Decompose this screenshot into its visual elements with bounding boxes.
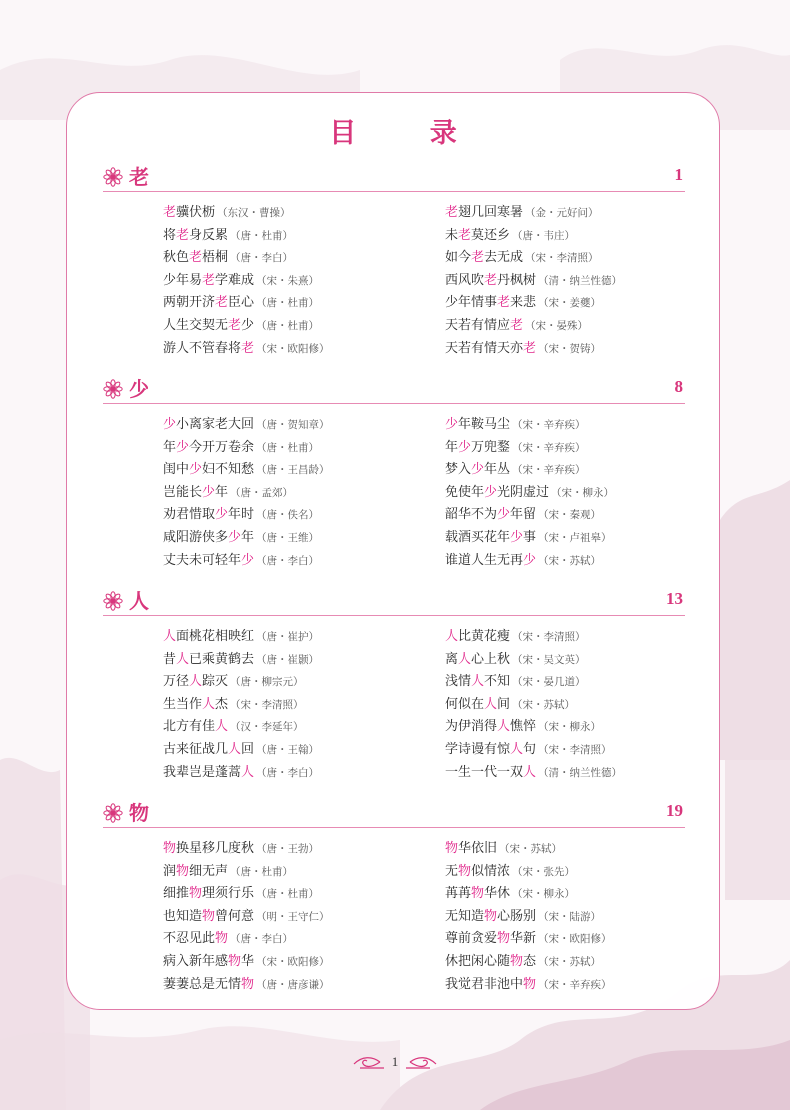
toc-entry[interactable]	[445, 437, 614, 460]
toc-entry[interactable]	[445, 504, 614, 527]
highlight-char: 人	[497, 719, 511, 735]
entry-text: 细推	[163, 886, 190, 902]
toc-entry[interactable]	[445, 338, 622, 361]
entry-column-right	[445, 626, 622, 784]
entry-source: （宋・朱熹）	[256, 274, 320, 287]
entry-text: 换星移几度秋	[176, 841, 255, 856]
entry-text: 少年易	[163, 272, 203, 288]
entry-text: 曾何意	[215, 908, 255, 924]
entry-text: 秋色	[163, 250, 190, 266]
entry-text: 骥伏枥	[176, 205, 216, 220]
entry-source: （唐・李白）	[256, 554, 320, 567]
entry-text: 细无声	[189, 863, 229, 879]
section-title: 少	[129, 377, 149, 401]
page-number: 1	[391, 1054, 399, 1069]
toc-entry[interactable]	[163, 649, 319, 672]
highlight-char: 物	[445, 841, 459, 856]
highlight-char: 老	[510, 317, 524, 333]
entry-source: （唐・唐彦谦）	[256, 978, 330, 991]
entry-text: 年	[163, 439, 177, 455]
entry-source: （宋・欧阳修）	[538, 933, 612, 946]
entry-text: 学诗谩有惊	[445, 741, 511, 757]
highlight-char: 少	[189, 462, 203, 478]
entry-text: 谁道人生无再	[445, 552, 524, 568]
entry-source: （明・王守仁）	[256, 910, 330, 923]
toc-entry[interactable]	[163, 338, 330, 361]
toc-entry[interactable]	[163, 883, 330, 906]
section-title: 老	[129, 165, 149, 189]
section-header[interactable]	[103, 375, 685, 404]
entry-column-right	[445, 838, 612, 996]
toc-entry[interactable]	[163, 482, 330, 505]
entry-text: 臣心	[228, 295, 255, 311]
highlight-char: 人	[458, 651, 472, 667]
entry-text: 游人不管春将	[163, 340, 242, 356]
highlight-char: 少	[510, 529, 524, 545]
highlight-char: 少	[523, 552, 537, 568]
toc-entry[interactable]	[163, 739, 319, 762]
entry-text: 学难成	[215, 272, 255, 288]
highlight-char: 物	[510, 953, 524, 969]
highlight-char: 物	[241, 976, 255, 992]
toc-entry[interactable]	[163, 694, 319, 717]
entry-text: 翅几回寒暑	[458, 205, 524, 220]
toc-entry[interactable]	[445, 527, 614, 550]
entry-text: 闺中	[163, 462, 190, 478]
entry-source: （宋・苏轼）	[499, 843, 563, 855]
toc-entry[interactable]	[445, 974, 612, 997]
toc-entry[interactable]	[445, 762, 622, 785]
highlight-char: 少	[228, 529, 242, 545]
highlight-char: 物	[215, 931, 229, 947]
highlight-char: 人	[510, 741, 524, 757]
entry-source: （汉・李延年）	[230, 721, 304, 734]
toc-entry[interactable]	[445, 414, 614, 437]
highlight-char: 少	[458, 439, 472, 455]
entry-text: 憔悴	[510, 719, 537, 735]
toc-entry[interactable]	[163, 315, 330, 338]
highlight-char: 人	[215, 719, 229, 735]
toc-entry[interactable]	[163, 504, 330, 527]
highlight-char: 少	[176, 439, 190, 455]
toc-entry[interactable]	[163, 270, 330, 293]
toc-entry[interactable]	[163, 838, 330, 861]
entry-source: （唐・杜甫）	[230, 229, 294, 242]
highlight-char: 老	[484, 272, 498, 288]
entry-source: （宋・姜夔）	[538, 297, 602, 310]
entry-text: 北方有佳	[163, 719, 216, 735]
entry-source: （东汉・曹操）	[217, 207, 291, 219]
entry-source: （宋・卢祖皋）	[538, 531, 612, 544]
entry-text: 句	[523, 741, 537, 757]
entry-text: 心肠别	[497, 908, 537, 924]
highlight-char: 老	[215, 295, 229, 311]
entry-text: 来悲	[510, 295, 537, 311]
entry-text: 比黄花瘦	[458, 629, 511, 644]
toc-entry[interactable]	[163, 225, 330, 248]
toc-entry[interactable]	[445, 906, 612, 929]
entry-text: 华新	[510, 931, 537, 947]
toc-entry[interactable]	[445, 626, 622, 649]
highlight-char: 物	[484, 908, 498, 924]
highlight-char: 人	[471, 674, 485, 690]
entry-source: （唐・韦庄）	[512, 229, 576, 242]
entry-text: 梧桐	[202, 250, 229, 266]
toc-entry[interactable]	[163, 671, 319, 694]
entry-source: （宋・李清照）	[230, 698, 304, 711]
entry-source: （唐・杜甫）	[256, 297, 320, 310]
entry-source: （唐・王昌龄）	[256, 464, 330, 477]
toc-entry[interactable]	[445, 861, 612, 884]
highlight-char: 人	[176, 651, 190, 667]
entry-text: 为伊消得	[445, 719, 498, 735]
highlight-char: 少	[484, 484, 498, 500]
entry-text: 小离家老大回	[176, 417, 255, 432]
highlight-char: 物	[228, 953, 242, 969]
entry-text: 萋萋总是无情	[163, 976, 242, 992]
entry-text: 似情浓	[471, 863, 511, 879]
entry-text: 不知	[484, 674, 511, 690]
toc-entry[interactable]	[163, 202, 330, 225]
entry-source: （唐・佚名）	[256, 509, 320, 522]
entry-source: （宋・欧阳修）	[256, 955, 330, 968]
entry-text: 华	[241, 953, 255, 969]
toc-entry[interactable]	[163, 247, 330, 270]
entry-text: 态	[523, 953, 537, 969]
highlight-char: 人	[484, 696, 498, 712]
entry-text: 西风吹	[445, 272, 485, 288]
entry-text: 生当作	[163, 696, 203, 712]
entry-text: 年	[215, 484, 229, 500]
toc-entry[interactable]	[163, 906, 330, 929]
entry-source: （唐・柳宗元）	[230, 676, 304, 689]
highlight-char: 物	[189, 886, 203, 902]
highlight-char: 人	[189, 674, 203, 690]
toc-entry[interactable]	[445, 459, 614, 482]
entry-source: （宋・李清照）	[525, 252, 599, 265]
highlight-char: 人	[241, 764, 255, 780]
toc-entry[interactable]	[445, 649, 622, 672]
entry-source: （宋・秦观）	[538, 509, 602, 522]
entry-text: 载酒买花年	[445, 529, 511, 545]
toc-entry[interactable]	[163, 928, 330, 951]
section-page-number: 1	[674, 165, 683, 184]
highlight-char: 人	[445, 629, 459, 644]
entry-source: （唐・李白）	[230, 252, 294, 265]
entry-source: （宋・吴文英）	[512, 653, 586, 666]
highlight-char: 老	[163, 205, 177, 220]
toc-section	[103, 163, 685, 362]
highlight-char: 老	[523, 340, 537, 356]
highlight-char: 老	[458, 227, 472, 243]
entry-column-left	[163, 202, 330, 360]
entry-source: （宋・苏轼）	[538, 554, 602, 567]
highlight-char: 物	[202, 908, 216, 924]
highlight-char: 老	[241, 340, 255, 356]
entry-column-right	[445, 202, 622, 360]
section-header[interactable]	[103, 163, 685, 192]
highlight-char: 少	[445, 417, 459, 432]
entry-text: 踪灭	[202, 674, 229, 690]
entry-source: （宋・陆游）	[538, 910, 602, 923]
entry-text: 妇不知愁	[202, 462, 255, 478]
toc-entry[interactable]	[163, 527, 330, 550]
table-of-contents-card	[66, 92, 720, 1010]
page-footer	[350, 1050, 440, 1074]
entry-text: 理须行乐	[202, 886, 255, 902]
entry-text: 年时	[228, 507, 255, 523]
entry-text: 杰	[215, 696, 229, 712]
flower-icon	[103, 167, 123, 187]
entry-text: 何似在	[445, 696, 485, 712]
highlight-char: 老	[471, 250, 485, 266]
toc-entry[interactable]	[445, 202, 622, 225]
toc-entry[interactable]	[163, 414, 330, 437]
toc-entry[interactable]	[163, 437, 330, 460]
highlight-char: 老	[189, 250, 203, 266]
entry-text: 少	[241, 317, 255, 333]
entry-source: （宋・柳永）	[551, 486, 615, 499]
highlight-char: 老	[497, 295, 511, 311]
highlight-char: 人	[523, 764, 537, 780]
highlight-char: 少	[497, 507, 511, 523]
entry-source: （宋・张先）	[512, 865, 576, 878]
toc-entry[interactable]	[163, 861, 330, 884]
entry-source: （宋・李清照）	[512, 631, 586, 643]
toc-entry[interactable]	[445, 315, 622, 338]
toc-entry[interactable]	[445, 292, 622, 315]
highlight-char: 少	[202, 484, 216, 500]
entry-source: （唐・崔护）	[256, 631, 320, 643]
highlight-char: 物	[523, 976, 537, 992]
highlight-char: 物	[163, 841, 177, 856]
highlight-char: 物	[458, 863, 472, 879]
entry-text: 古来征战几	[163, 741, 229, 757]
entry-text: 劝君惜取	[163, 507, 216, 523]
entry-text: 休把闲心随	[445, 953, 511, 969]
toc-section	[103, 799, 685, 998]
entry-text: 今开万卷余	[189, 439, 255, 455]
toc-entry[interactable]	[445, 694, 622, 717]
toc-entry[interactable]	[163, 762, 319, 785]
flower-icon	[103, 379, 123, 399]
entry-text: 一生一代一双	[445, 764, 524, 780]
entry-source: （唐・杜甫）	[256, 441, 320, 454]
entry-text: 面桃花相映红	[176, 629, 255, 644]
entry-text: 莫还乡	[471, 227, 511, 243]
entry-source: （宋・李清照）	[538, 743, 612, 756]
toc-entry[interactable]	[163, 974, 330, 997]
entry-text: 离	[445, 651, 459, 667]
highlight-char: 老	[176, 227, 190, 243]
entry-text: 间	[497, 696, 511, 712]
entry-text: 天若有情应	[445, 317, 511, 333]
entry-text: 尊前贪爱	[445, 931, 498, 947]
highlight-char: 少	[215, 507, 229, 523]
entry-text: 年鞍马尘	[458, 417, 511, 432]
entry-source: （唐・杜甫）	[256, 888, 320, 901]
entry-text: 苒苒	[445, 886, 472, 902]
entry-source: （唐・贺知章）	[256, 419, 330, 431]
highlight-char: 物	[176, 863, 190, 879]
highlight-char: 人	[228, 741, 242, 757]
entry-text: 心上秋	[471, 651, 511, 667]
toc-entry[interactable]	[445, 482, 614, 505]
toc-entry[interactable]	[445, 716, 622, 739]
entry-text: 两朝开济	[163, 295, 216, 311]
section-page-number: 8	[674, 377, 683, 396]
highlight-char: 老	[445, 205, 459, 220]
entry-text: 人生交契无	[163, 317, 229, 333]
entry-source: （唐・杜甫）	[230, 865, 294, 878]
entry-text: 我觉君非池中	[445, 976, 524, 992]
entry-source: （宋・辛弃疾）	[538, 978, 612, 991]
entry-column-right	[445, 414, 614, 572]
page-title: 目 录	[329, 118, 489, 149]
entry-text: 免使年	[445, 484, 485, 500]
entry-source: （唐・王维）	[256, 531, 320, 544]
section-page-number: 19	[666, 801, 683, 820]
entry-source: （唐・杜甫）	[256, 319, 320, 332]
section-page-number: 13	[666, 589, 683, 608]
highlight-char: 少	[163, 417, 177, 432]
entry-text: 事	[523, 529, 537, 545]
highlight-char: 老	[202, 272, 216, 288]
entry-source: （唐・孟郊）	[230, 486, 294, 499]
entry-text: 身反累	[189, 227, 229, 243]
section-title: 人	[129, 589, 149, 613]
entry-source: （宋・苏轼）	[538, 955, 602, 968]
toc-entry[interactable]	[445, 225, 622, 248]
toc-entry[interactable]	[163, 951, 330, 974]
entry-column-left	[163, 838, 330, 996]
entry-text: 去无成	[484, 250, 524, 266]
entry-text: 年留	[510, 507, 537, 523]
entry-source: （宋・欧阳修）	[256, 342, 330, 355]
entry-text: 华依旧	[458, 841, 498, 856]
entry-text: 韶华不为	[445, 507, 498, 523]
entry-text: 少年情事	[445, 295, 498, 311]
toc-entry[interactable]	[445, 671, 622, 694]
entry-source: （宋・柳永）	[512, 888, 576, 901]
entry-text: 华休	[484, 886, 511, 902]
toc-entry[interactable]	[445, 550, 614, 573]
highlight-char: 少	[241, 552, 255, 568]
entry-text: 年丛	[484, 462, 511, 478]
toc-entry[interactable]	[163, 626, 319, 649]
entry-source: （宋・辛弃疾）	[512, 419, 586, 431]
flower-icon	[103, 803, 123, 823]
toc-entry[interactable]	[163, 292, 330, 315]
toc-entry[interactable]	[445, 928, 612, 951]
toc-entry[interactable]	[445, 739, 622, 762]
toc-entry[interactable]	[163, 716, 319, 739]
entry-text: 年	[241, 529, 255, 545]
entry-text: 咸阳游侠多	[163, 529, 229, 545]
entry-text: 岂能长	[163, 484, 203, 500]
entry-text: 年	[445, 439, 459, 455]
section-header[interactable]	[103, 587, 685, 616]
entry-text: 也知造	[163, 908, 203, 924]
entry-source: （唐・李白）	[230, 933, 294, 946]
entry-text: 未	[445, 227, 459, 243]
toc-section	[103, 587, 685, 786]
entry-text: 万兜鍪	[471, 439, 511, 455]
entry-source: （宋・苏轼）	[512, 698, 576, 711]
highlight-char: 人	[202, 696, 216, 712]
entry-text: 回	[241, 741, 255, 757]
entry-source: （宋・晏殊）	[525, 319, 589, 332]
entry-text: 无	[445, 863, 459, 879]
entry-source: （宋・贺铸）	[538, 342, 602, 355]
entry-source: （唐・李白）	[256, 766, 320, 779]
entry-text: 不忍见此	[163, 931, 216, 947]
entry-text: 丹枫树	[497, 272, 537, 288]
flower-icon	[103, 591, 123, 611]
entry-source: （宋・柳永）	[538, 721, 602, 734]
section-title: 物	[129, 801, 149, 825]
toc-entry[interactable]	[445, 838, 612, 861]
highlight-char: 老	[228, 317, 242, 333]
entry-source: （唐・王翰）	[256, 743, 320, 756]
section-header[interactable]	[103, 799, 685, 828]
entry-source: （清・纳兰性德）	[538, 766, 623, 779]
entry-source: （宋・晏几道）	[512, 676, 586, 689]
entry-source: （唐・王勃）	[256, 843, 320, 855]
highlight-char: 人	[163, 629, 177, 644]
entry-text: 浅情	[445, 674, 472, 690]
toc-entry[interactable]	[163, 459, 330, 482]
highlight-char: 物	[497, 931, 511, 947]
entry-source: （宋・辛弃疾）	[512, 441, 586, 454]
entry-text: 无知造	[445, 908, 485, 924]
toc-entry[interactable]	[445, 270, 622, 293]
entry-source: （宋・辛弃疾）	[512, 464, 586, 477]
highlight-char: 物	[471, 886, 485, 902]
entry-source: （清・纳兰性德）	[538, 274, 623, 287]
entry-text: 病入新年感	[163, 953, 229, 969]
highlight-char: 少	[471, 462, 485, 478]
entry-text: 润	[163, 863, 177, 879]
toc-entry[interactable]	[445, 951, 612, 974]
entry-text: 昔	[163, 651, 177, 667]
toc-entry[interactable]	[445, 247, 622, 270]
entry-text: 梦入	[445, 462, 472, 478]
entry-text: 我辈岂是蓬蒿	[163, 764, 242, 780]
entry-text: 万径	[163, 674, 190, 690]
entry-text: 天若有情天亦	[445, 340, 524, 356]
entry-source: （金・元好问）	[525, 207, 599, 219]
toc-entry[interactable]	[163, 550, 330, 573]
entry-text: 如今	[445, 250, 472, 266]
entry-text: 将	[163, 227, 177, 243]
entry-column-left	[163, 626, 319, 784]
toc-section	[103, 375, 685, 574]
entry-text: 已乘黄鹤去	[189, 651, 255, 667]
entry-text: 光阴虚过	[497, 484, 550, 500]
entry-column-left	[163, 414, 330, 572]
entry-source: （唐・崔颢）	[256, 653, 320, 666]
toc-entry[interactable]	[445, 883, 612, 906]
entry-text: 丈夫未可轻年	[163, 552, 242, 568]
